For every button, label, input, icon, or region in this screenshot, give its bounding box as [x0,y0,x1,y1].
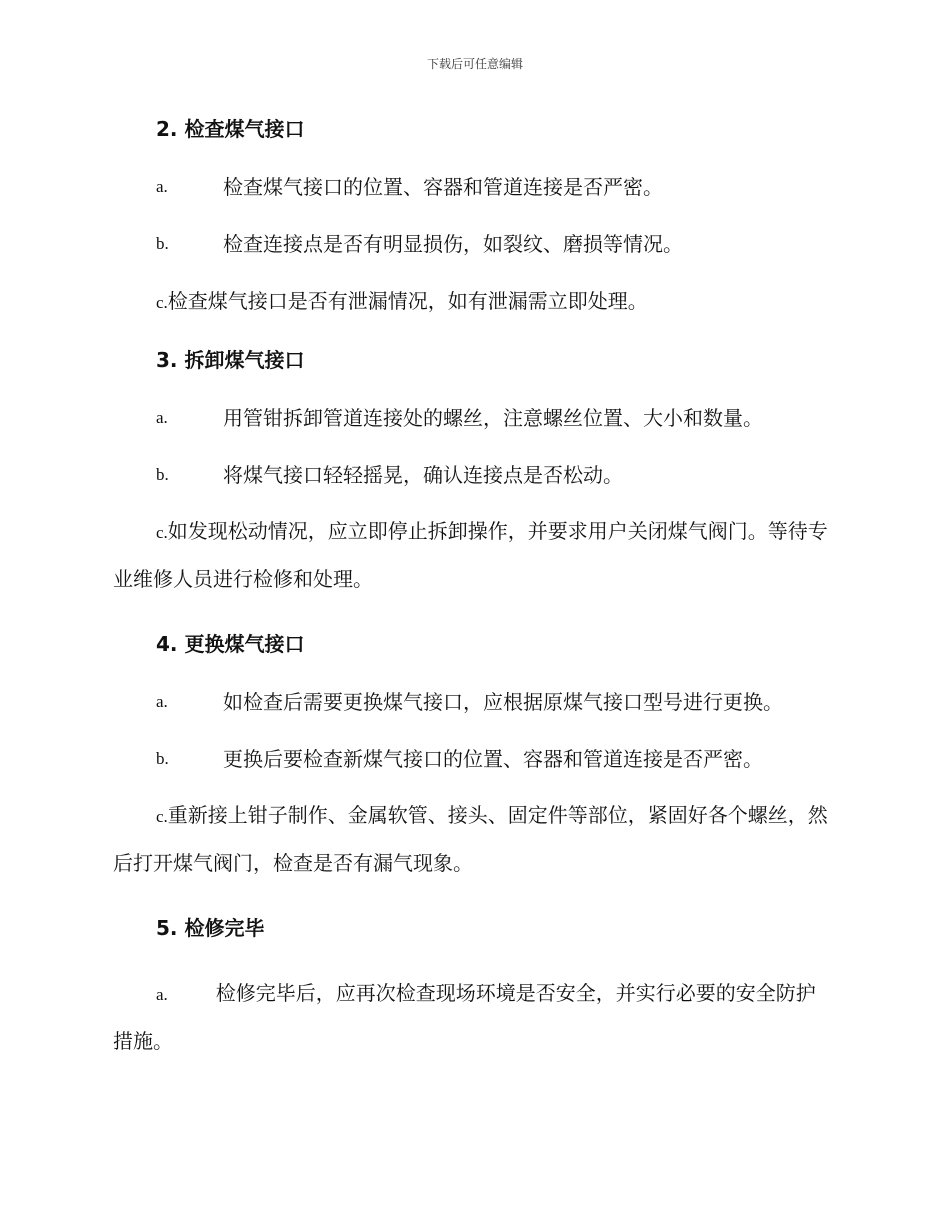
section-heading-5: 5. 检修完毕 [156,916,265,940]
section-heading-2: 2. 检查煤气接口 [156,117,305,141]
list-item [113,459,833,491]
list-marker: a. [156,177,168,196]
section-heading-3: 3. 拆卸煤气接口 [156,348,305,372]
list-item-text: 检查煤气接口是否有泄漏情况，如有泄漏需立即处理。 [167,289,648,313]
list-item [113,686,833,718]
list-item-text: 如检查后需要更换煤气接口，应根据原煤气接口型号进行更换。 [223,690,783,714]
list-item-text: 更换后要检查新煤气接口的位置、容器和管道连接是否严密。 [223,747,763,771]
list-item [113,792,833,887]
list-marker: b. [156,749,169,768]
list-item-text: 将煤气接口轻轻摇晃，确认连接点是否松动。 [223,463,623,487]
list-item [113,285,833,319]
list-marker: b. [156,234,169,253]
document-body [113,113,833,1090]
list-item [113,171,833,203]
list-marker: c. [156,523,168,542]
list-item [113,743,833,775]
list-item-text: 检查煤气接口的位置、容器和管道连接是否严密。 [223,175,663,199]
list-marker: a. [156,985,168,1004]
list-item-text: 重新接上钳子制作、金属软管、接头、固定件等部位，紧固好各个螺丝，然后打开煤气阀门，检查是否有漏气现象。 [113,803,828,875]
list-marker: a. [156,692,168,711]
list-item-text: 用管钳拆卸管道连接处的螺丝，注意螺丝位置、大小和数量。 [223,406,763,430]
list-marker: a. [156,408,168,427]
list-item-text: 检查连接点是否有明显损伤，如裂纹、磨损等情况。 [223,232,683,256]
list-item [113,970,833,1065]
list-item-text: 检修完毕后，应再次检查现场环境是否安全，并实行必要的安全防护措施。 [113,981,816,1053]
list-item-text: 如发现松动情况，应立即停止拆卸操作，并要求用户关闭煤气阀门。等待专业维修人员进行检修和处理。 [113,519,828,591]
list-item [113,402,833,434]
list-item [113,228,833,260]
section-heading-4: 4. 更换煤气接口 [156,632,305,656]
list-item [113,508,833,603]
header-note: 下载后可任意编辑 [426,57,523,71]
list-marker: c. [156,293,168,312]
list-marker: c. [156,807,168,826]
list-marker: b. [156,465,169,484]
